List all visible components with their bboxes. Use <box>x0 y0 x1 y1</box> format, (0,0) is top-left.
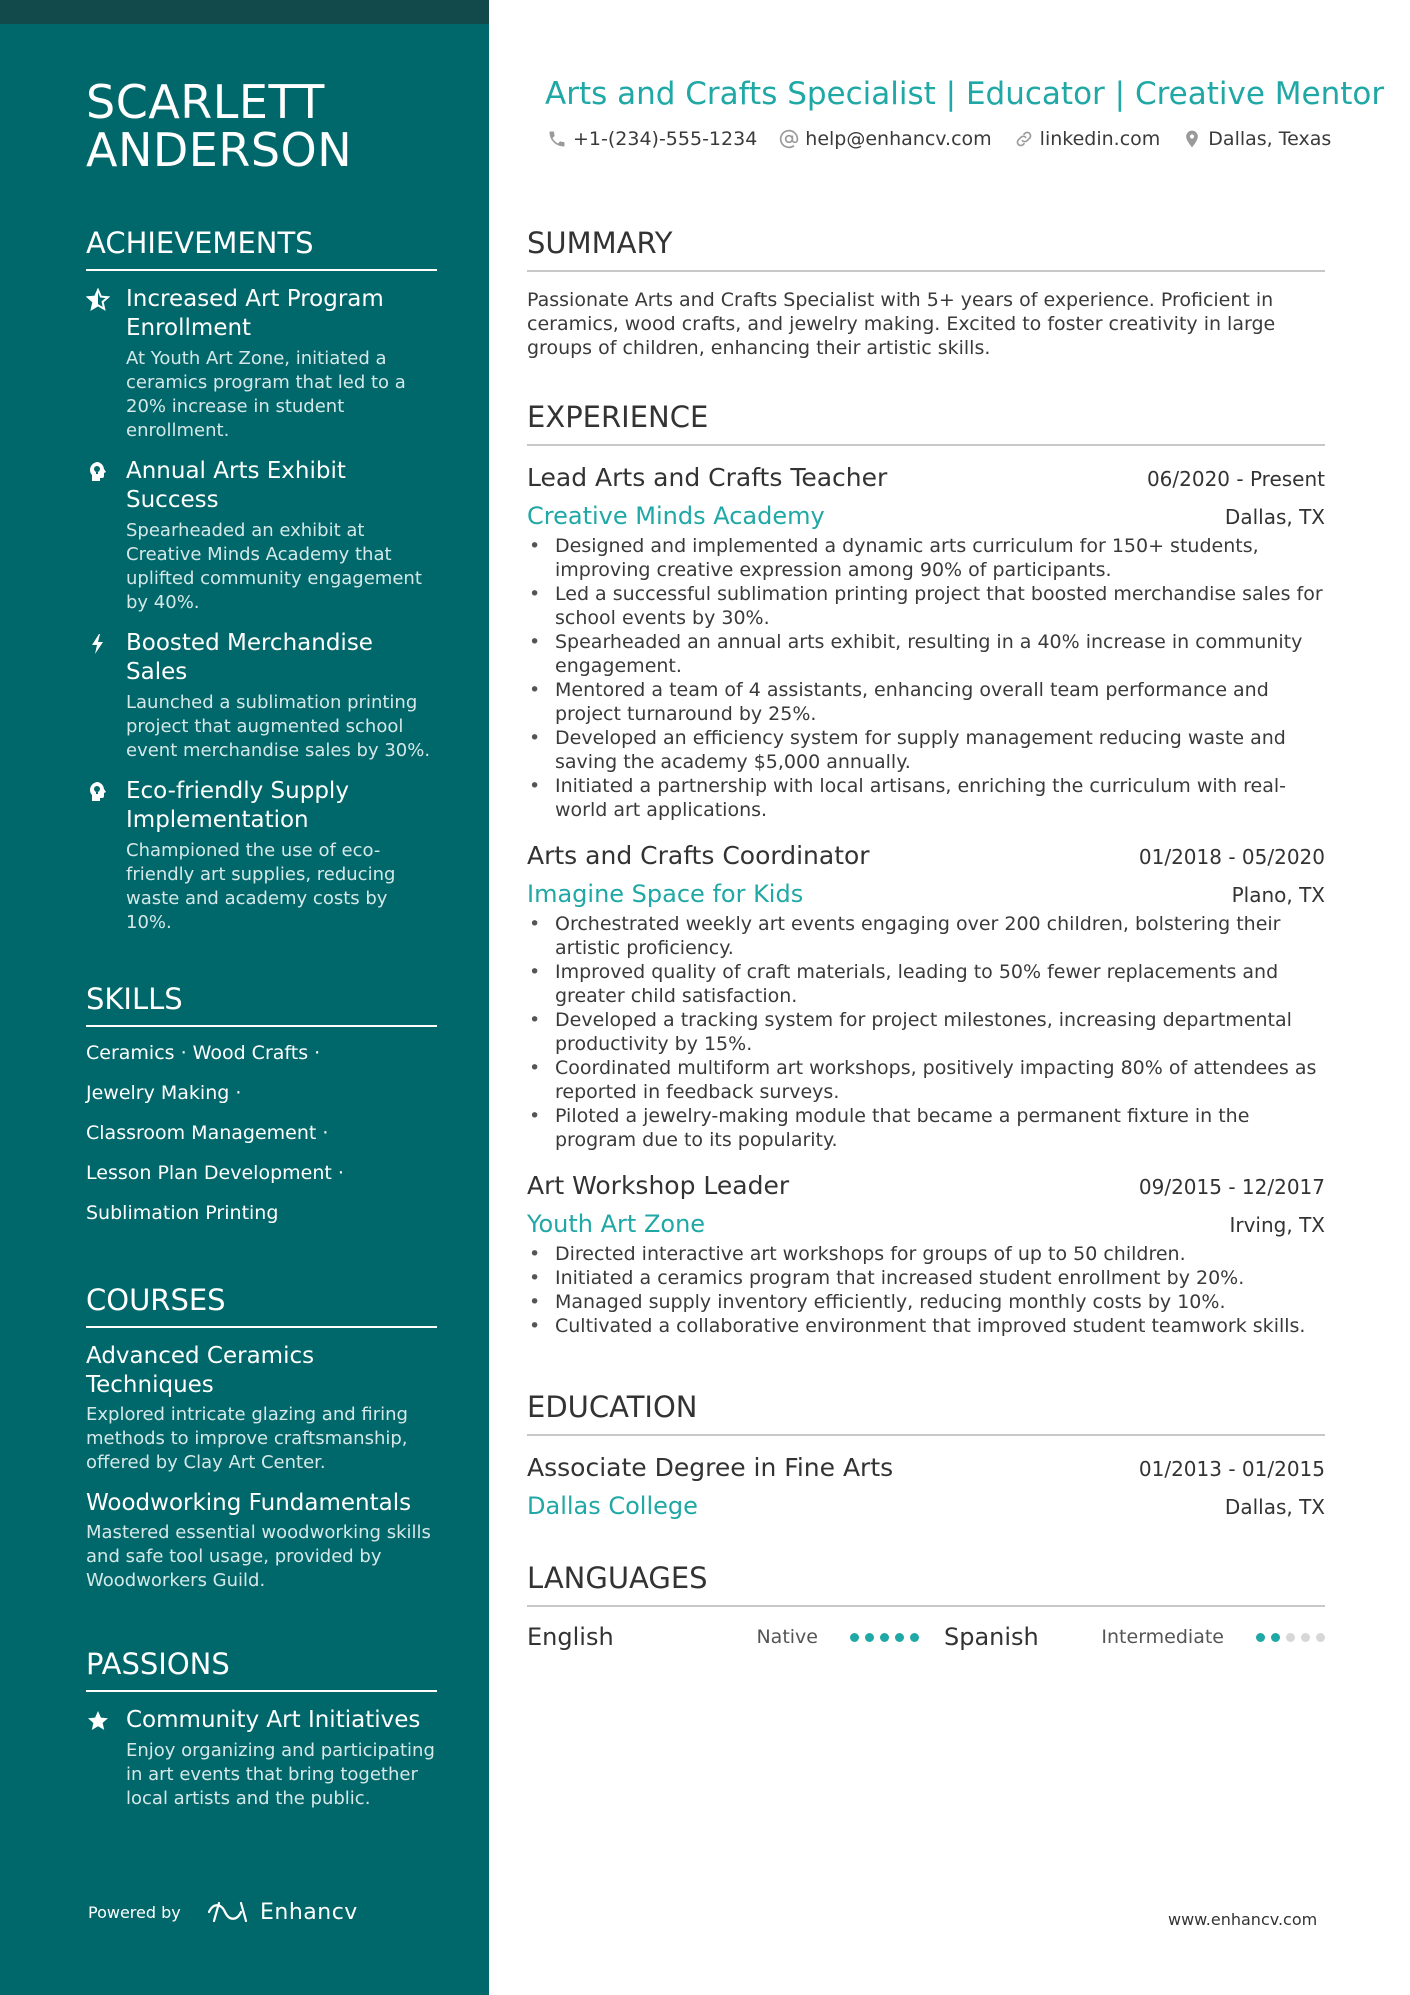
passions-section <box>86 1647 437 1825</box>
language-name: English <box>527 1623 614 1651</box>
sidebar <box>0 0 489 1995</box>
course-item <box>86 1489 437 1593</box>
job-bullet: • Piloted a jewelry-making module that became a permanent fixture in the program due to its popularity. <box>527 1104 1325 1152</box>
passions-heading: PASSIONS <box>86 1647 437 1692</box>
course-item <box>86 1342 437 1475</box>
achievement-title: Eco-friendly Supply Implementation <box>126 778 349 833</box>
job-location: Plano, TX <box>1231 883 1325 907</box>
skill-line: Lesson Plan Development · <box>86 1162 344 1184</box>
education-dates: 01/2013 - 01/2015 <box>1138 1457 1325 1481</box>
phone-text: +1-(234)-555-1234 <box>573 128 758 150</box>
job-dates: 01/2018 - 05/2020 <box>1138 845 1325 869</box>
passion-desc: Enjoy organizing and participating in art events that bring together local artists and the public. <box>126 1740 435 1809</box>
skills-section <box>86 982 437 1241</box>
proficiency-dot-filled <box>880 1633 889 1642</box>
location-text: Dallas, Texas <box>1208 128 1332 150</box>
job-bullet: • Coordinated multiform art workshops, positively impacting 80% of attendees as reported in feedback surveys. <box>527 1056 1325 1104</box>
courses-heading: COURSES <box>86 1283 437 1328</box>
job-bullet: • Developed an efficiency system for supply management reducing waste and saving the academy $5,000 annually. <box>527 726 1325 774</box>
company-name: Imagine Space for Kids <box>527 880 804 908</box>
proficiency-dot-filled <box>910 1633 919 1642</box>
link-icon <box>1014 129 1034 149</box>
languages-row <box>527 1623 1325 1651</box>
job-location: Dallas, TX <box>1224 505 1325 529</box>
experience-heading: EXPERIENCE <box>527 400 1325 446</box>
footer-url[interactable]: www.enhancv.com <box>1168 1910 1318 1929</box>
achievement-item <box>86 777 437 935</box>
linkedin-text: linkedin.com <box>1039 128 1161 150</box>
job-bullet: • Improved quality of craft materials, leading to 50% fewer replacements and greater child satisfaction. <box>527 960 1325 1008</box>
job-bullets <box>527 1242 1325 1338</box>
course-desc: Explored intricate glazing and firing methods to improve craftsmanship, offered by Clay Art Center. <box>86 1404 408 1473</box>
passion-title: Community Art Initiatives <box>126 1707 421 1733</box>
job-title: Art Workshop Leader <box>527 1171 790 1200</box>
head-lightbulb-icon <box>86 780 110 804</box>
contact-email[interactable] <box>779 128 991 150</box>
phone-icon <box>547 129 567 149</box>
enhancv-logo-icon <box>206 1899 254 1925</box>
summary-text: Passionate Arts and Crafts Specialist with 5+ years of experience. Proficient in ceramics, wood crafts, and jewelry making. Excited to foster creativity in large groups of children, enhancing their artistic skills. <box>527 289 1276 359</box>
job-bullet: • Led a successful sublimation printing project that boosted merchandise sales for school events by 30%. <box>527 582 1325 630</box>
job-bullet: • Orchestrated weekly art events engaging over 200 children, bolstering their artistic proficiency. <box>527 912 1325 960</box>
contact-location <box>1182 128 1331 150</box>
company-name: Creative Minds Academy <box>527 502 825 530</box>
proficiency-dot-empty <box>1316 1633 1325 1642</box>
star-icon <box>86 1709 110 1733</box>
enhancv-logo-text: Enhancv <box>260 1899 358 1925</box>
job-bullet: • Initiated a partnership with local artisans, enriching the curriculum with real-world art applications. <box>527 774 1325 822</box>
passion-item <box>86 1706 437 1811</box>
achievements-heading: ACHIEVEMENTS <box>86 226 437 271</box>
proficiency-dot-filled <box>1256 1633 1265 1642</box>
achievement-desc: Launched a sublimation printing project that augmented school event merchandise sales by 30%. <box>126 692 431 761</box>
skills-heading: SKILLS <box>86 982 437 1027</box>
achievement-title: Annual Arts Exhibit Success <box>126 458 346 513</box>
job-bullets <box>527 534 1325 822</box>
language-level: Native <box>756 1626 818 1648</box>
achievement-item <box>86 457 437 615</box>
skill-line: Sublimation Printing <box>86 1202 279 1224</box>
contact-phone[interactable] <box>547 128 757 150</box>
at-sign-icon <box>779 129 799 149</box>
job-title: Arts and Crafts Coordinator <box>527 841 870 870</box>
job-location: Irving, TX <box>1229 1213 1325 1237</box>
skill-line: Classroom Management · <box>86 1122 329 1144</box>
candidate-name: SCARLETT ANDERSON <box>86 75 353 177</box>
proficiency-dot-filled <box>895 1633 904 1642</box>
skill-line: Jewelry Making · <box>86 1082 242 1104</box>
job-bullets <box>527 912 1325 1152</box>
star-half-icon <box>86 288 110 312</box>
head-lightbulb-icon <box>86 460 110 484</box>
achievement-item <box>86 285 437 443</box>
contact-row <box>547 128 1331 150</box>
language-proficiency-dots <box>850 1633 919 1642</box>
job-title: Lead Arts and Crafts Teacher <box>527 463 888 492</box>
job-bullet: • Designed and implemented a dynamic arts curriculum for 150+ students, improving creative expression among 90% of participants. <box>527 534 1325 582</box>
job-entry <box>527 840 1325 1152</box>
summary-section <box>527 226 1325 360</box>
degree-title: Associate Degree in Fine Arts <box>527 1453 894 1482</box>
language-proficiency-dots <box>1256 1633 1325 1642</box>
company-name: Youth Art Zone <box>527 1210 706 1238</box>
achievement-item <box>86 629 437 763</box>
summary-heading: SUMMARY <box>527 226 1325 272</box>
job-entry <box>527 1170 1325 1338</box>
course-title: Advanced Ceramics Techniques <box>86 1343 315 1398</box>
courses-section <box>86 1283 437 1607</box>
languages-heading: LANGUAGES <box>527 1561 1325 1607</box>
proficiency-dot-filled <box>1271 1633 1280 1642</box>
top-band <box>0 0 489 24</box>
skills-list <box>86 1041 437 1225</box>
proficiency-dot-filled <box>850 1633 859 1642</box>
job-dates: 09/2015 - 12/2017 <box>1138 1175 1325 1199</box>
achievement-title: Increased Art Program Enrollment <box>126 286 384 341</box>
school-name: Dallas College <box>527 1492 698 1520</box>
job-bullet: • Initiated a ceramics program that increased student enrollment by 20%. <box>527 1266 1325 1290</box>
achievement-desc: Spearheaded an exhibit at Creative Minds Academy that uplifted community engagement by 40%. <box>126 520 422 613</box>
experience-section <box>527 400 1325 1356</box>
job-dates: 06/2020 - Present <box>1146 467 1325 491</box>
course-title: Woodworking Fundamentals <box>86 1490 412 1516</box>
language-item <box>527 1623 944 1651</box>
language-level: Intermediate <box>1101 1626 1224 1648</box>
course-desc: Mastered essential woodworking skills and safe tool usage, provided by Woodworkers Guild. <box>86 1522 431 1591</box>
job-bullet: • Developed a tracking system for project milestones, increasing departmental productivity by 15%. <box>527 1008 1325 1056</box>
job-entry <box>527 462 1325 822</box>
map-pin-icon <box>1182 129 1202 149</box>
achievement-desc: Championed the use of eco-friendly art supplies, reducing waste and academy costs by 10%. <box>126 840 396 933</box>
email-text: help@enhancv.com <box>805 128 992 150</box>
powered-by-label: Powered by <box>88 1903 181 1922</box>
proficiency-dot-empty <box>1301 1633 1310 1642</box>
proficiency-dot-filled <box>865 1633 874 1642</box>
job-bullet: • Directed interactive art workshops for groups of up to 50 children. <box>527 1242 1325 1266</box>
enhancv-logo[interactable] <box>206 1899 358 1925</box>
job-bullet: • Mentored a team of 4 assistants, enhancing overall team performance and project turnaround by 25%. <box>527 678 1325 726</box>
language-item <box>944 1623 1325 1651</box>
job-bullet: • Managed supply inventory efficiently, reducing monthly costs by 10%. <box>527 1290 1325 1314</box>
education-heading: EDUCATION <box>527 1390 1325 1436</box>
skill-line: Ceramics · Wood Crafts · <box>86 1042 321 1064</box>
lightning-bolt-icon <box>86 632 110 656</box>
achievement-title: Boosted Merchandise Sales <box>126 630 373 685</box>
achievements-section <box>86 226 437 949</box>
education-section <box>527 1390 1325 1522</box>
headline: Arts and Crafts Specialist | Educator | Creative Mentor <box>545 76 1385 112</box>
contact-linkedin[interactable] <box>1014 128 1161 150</box>
achievement-desc: At Youth Art Zone, initiated a ceramics program that led to a 20% increase in student enrollment. <box>126 348 406 441</box>
education-location: Dallas, TX <box>1224 1495 1325 1519</box>
language-name: Spanish <box>944 1623 1039 1651</box>
proficiency-dot-empty <box>1286 1633 1295 1642</box>
job-bullet: • Cultivated a collaborative environment that improved student teamwork skills. <box>527 1314 1325 1338</box>
languages-section <box>527 1561 1325 1651</box>
job-bullet: • Spearheaded an annual arts exhibit, resulting in a 40% increase in community engagement. <box>527 630 1325 678</box>
